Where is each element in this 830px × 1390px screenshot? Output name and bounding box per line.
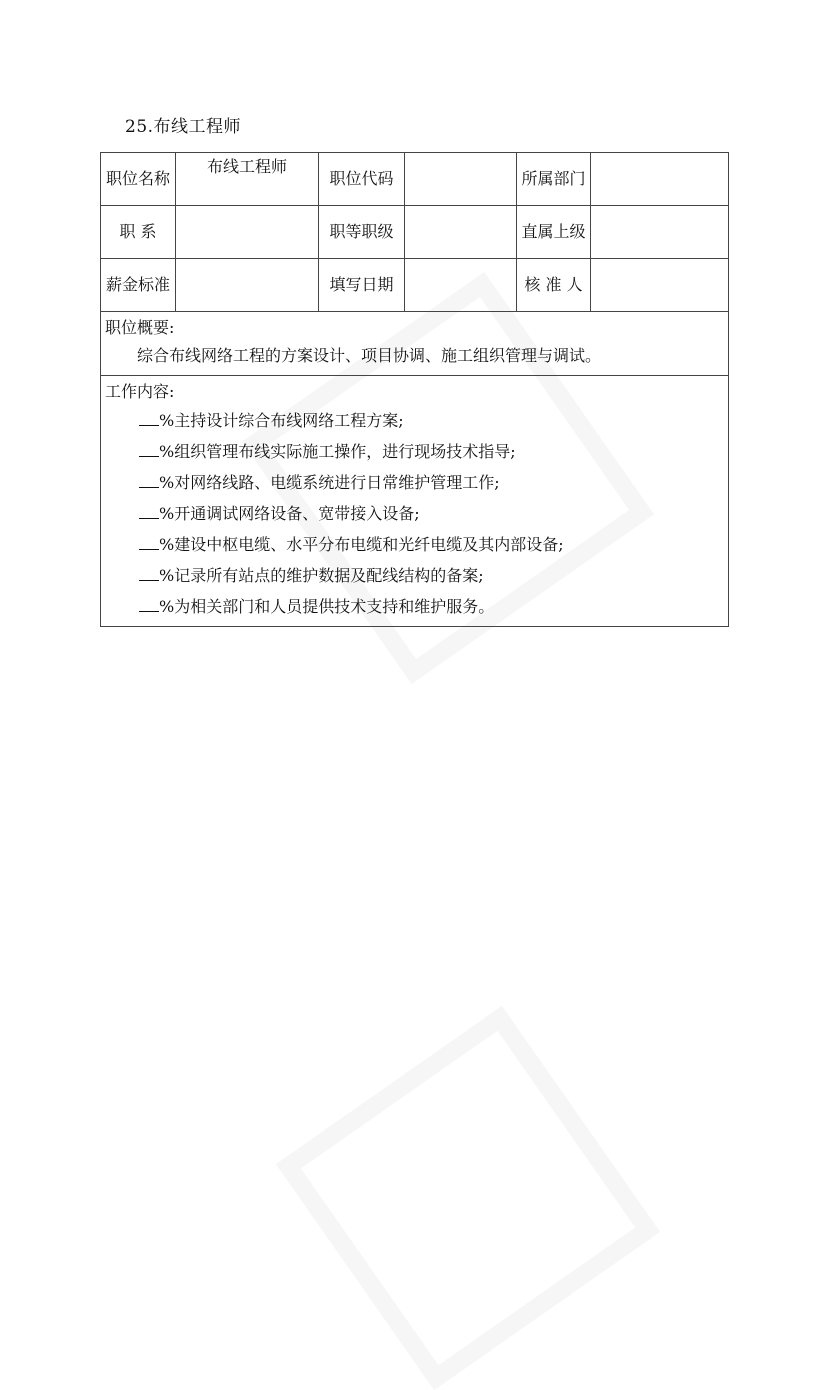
field-value-fill-date xyxy=(405,259,517,312)
duty-item xyxy=(105,467,724,498)
duty-item xyxy=(105,405,724,436)
duty-item xyxy=(105,498,724,529)
field-label-salary-standard: 薪金标准 xyxy=(101,259,176,312)
field-value-grade-level xyxy=(405,206,517,259)
table-row xyxy=(101,153,729,206)
percentage-blank xyxy=(139,563,159,581)
duty-text: %对网络线路、电缆系统进行日常维护管理工作; xyxy=(159,473,500,492)
duty-text: %为相关部门和人员提供技术支持和维护服务。 xyxy=(159,597,495,616)
field-label-approver: 核 准 人 xyxy=(517,259,591,312)
field-label-fill-date: 填写日期 xyxy=(319,259,405,312)
table-row xyxy=(101,259,729,312)
duties-row xyxy=(101,376,729,627)
field-value-department xyxy=(591,153,729,206)
percentage-blank xyxy=(139,439,159,457)
field-value-position-code xyxy=(405,153,517,206)
percentage-blank xyxy=(139,501,159,519)
field-label-department: 所属部门 xyxy=(517,153,591,206)
percentage-blank xyxy=(139,408,159,426)
table-row xyxy=(101,206,729,259)
duty-item xyxy=(105,560,724,591)
duty-text: %建设中枢电缆、水平分布电缆和光纤电缆及其内部设备; xyxy=(159,535,564,554)
field-value-position-name: 布线工程师 xyxy=(176,153,319,206)
section-heading: 25.布线工程师 xyxy=(125,117,242,137)
duties-title: 工作内容: xyxy=(105,382,175,401)
percentage-blank xyxy=(139,532,159,550)
duty-text: %组织管理布线实际施工操作，进行现场技术指导; xyxy=(159,442,516,461)
job-description-table xyxy=(100,152,729,627)
field-label-grade-level: 职等职级 xyxy=(319,206,405,259)
field-label-direct-supervisor: 直属上级 xyxy=(517,206,591,259)
duty-text: %记录所有站点的维护数据及配线结构的备案; xyxy=(159,566,484,585)
field-value-direct-supervisor xyxy=(591,206,729,259)
field-value-salary-standard xyxy=(176,259,319,312)
summary-cell xyxy=(101,312,729,376)
field-label-position-code: 职位代码 xyxy=(319,153,405,206)
summary-title: 职位概要: xyxy=(105,318,175,337)
field-label-job-family: 职 系 xyxy=(101,206,176,259)
duty-item xyxy=(105,591,724,622)
duty-item xyxy=(105,436,724,467)
field-value-approver xyxy=(591,259,729,312)
percentage-blank xyxy=(139,470,159,488)
field-value-job-family xyxy=(176,206,319,259)
field-label-position-name: 职位名称 xyxy=(101,153,176,206)
watermark-stamp xyxy=(276,1006,660,1390)
percentage-blank xyxy=(139,594,159,612)
duty-item xyxy=(105,529,724,560)
summary-text: 综合布线网络工程的方案设计、项目协调、施工组织管理与调试。 xyxy=(137,346,602,365)
summary-row xyxy=(101,312,729,376)
duty-list xyxy=(105,405,724,622)
duty-text: %开通调试网络设备、宽带接入设备; xyxy=(159,504,420,523)
duties-cell xyxy=(101,376,729,627)
duty-text: %主持设计综合布线网络工程方案; xyxy=(159,411,404,430)
